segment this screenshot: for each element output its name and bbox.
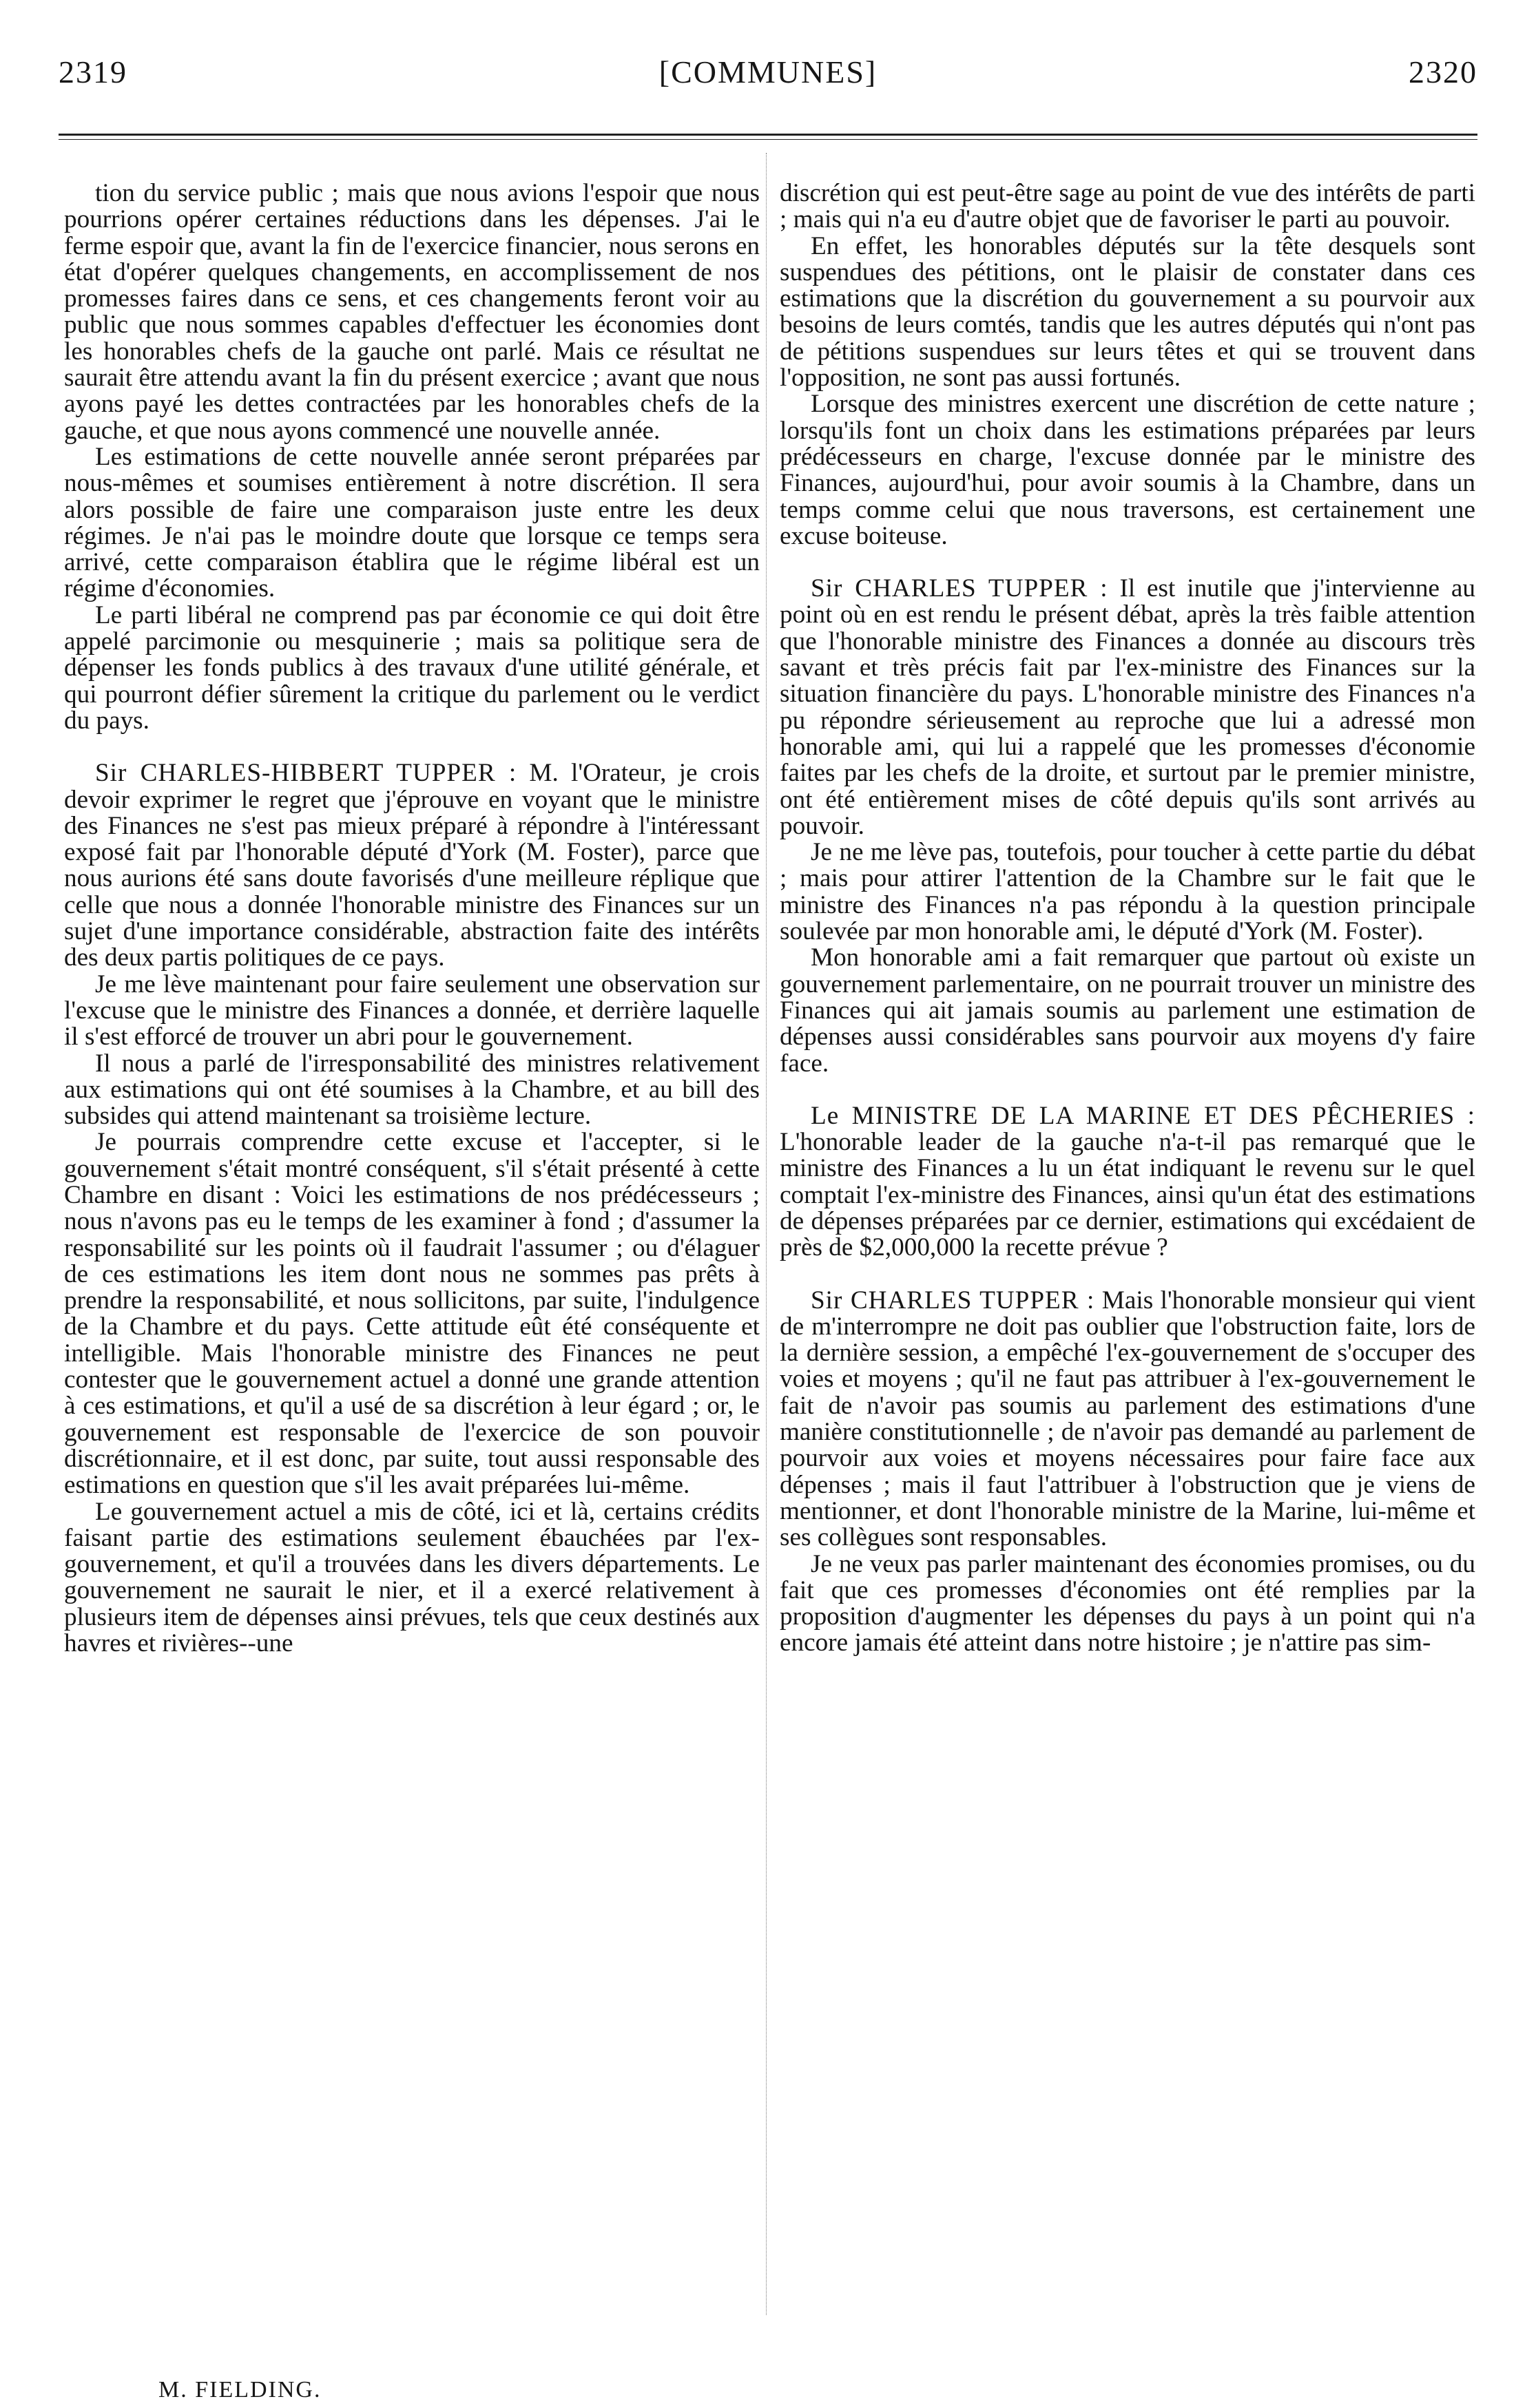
header-rule (59, 134, 1477, 140)
speaker-name: Sir CHARLES TUPPER : (811, 574, 1108, 603)
running-title: [COMMUNES] (658, 54, 878, 90)
speech-paragraph (780, 1103, 1475, 1261)
body-paragraph: Le parti libéral ne comprend pas par économie ce qui doit être appelé parcimonie ou mesquinerie ; mais sa politique sera de dépenser les fonds publics à des travaux d'une utilité générale, et qui pourront défier sûrement la critique du parlement ou le verdict du pays. (64, 600, 760, 735)
body-paragraph: Les estimations de cette nouvelle année seront préparées par nous-mêmes et soumises entièrement à notre discrétion. Il sera alors possible de faire une comparaison juste entre les deux régimes. Je n'ai pas le moindre doute que lorsque ce temps sera arrivé, cette comparaison établira que le régime libéral est un régime d'économies. (64, 442, 760, 603)
speech-text: M. l'Orateur, je crois devoir exprimer le regret que j'éprouve en voyant que le ministre des Finances ne s'est pas mieux préparé à répondre à l'intéressant exposé fait par l'honorable député d'York (M. Foster), parce que nous aurions été sans doute favorisés d'une meilleure réplique que celle que nous a donnée l'honorable ministre des Finances sur un sujet d'une importance considérable, abstraction faite des intérêts des deux partis politiques de ce pays. (64, 759, 760, 972)
body-paragraph: Mon honorable ami a fait remarquer que partout où existe un gouvernement parlementaire, on ne pourrait trouver un ministre des Finances qui ait jamais soumis au parlement une estimation de dépenses aussi considérables sans pourvoir aux moyens d'y faire face. (780, 943, 1475, 1078)
body-paragraph: tion du service public ; mais que nous avions l'espoir que nous pourrions opérer certaines réductions dans les dépenses. J'ai le ferme espoir que, avant la fin de l'exercice financier, nous serons en état d'opérer quelques changements, en accomplissement de nos promesses faires dans ce sens, et ces changements feront voir au public que nous sommes capables d'effectuer les économies dont les honorables chefs de la gauche ont parlé. Mais ce résultat ne saurait être attendu avant la fin du présent exercice ; avant que nous ayons payé les dettes contractées par les honorables chefs de la gauche, et que nous ayons commencé une nouvelle année. (64, 179, 760, 445)
speech-text: Il est inutile que j'intervienne au point où en est rendu le présent débat, après la très faible attention que l'honorable ministre des Finances a donnée au discours très savant et très précis fait par l'ex-ministre des Finances sur la situation financière du pays. L'honorable ministre des Finances n'a pu répondre sérieusement au reproche que lui a adressé mon honorable ami, qui lui a rappelé que les promesses d'économie faites par les chefs de la droite, et surtout par le premier ministre, ont été entièrement mises de côté depuis qu'ils sont arrivés au pouvoir. (780, 574, 1475, 840)
page-number-right: 2320 (1409, 54, 1477, 90)
body-paragraph: discrétion qui est peut-être sage au point de vue des intérêts de parti ; mais qui n'a eu d'autre objet que de favoriser le parti au pouvoir. (780, 179, 1475, 234)
speech-paragraph (64, 760, 760, 971)
page-number-left: 2319 (59, 54, 127, 90)
speech-text: Mais l'honorable monsieur qui vient de m'interrompre ne doit pas oublier que l'obstruction faite, lors de la dernière session, a empêché l'ex-gouvernement de s'occuper des voies et moyens ; qu'il ne faut pas attribuer à l'ex-gouvernement le fait de n'avoir pas soumis au parlement des estimations d'une manière constitutionnelle ; de n'avoir pas demandé au parlement de pourvoir aux voies et moyens nécessaires pour faire face aux dépenses ; mais il faut l'attribuer à l'obstruction que je viens de mentionner, et dont l'honorable ministre de la Marine, lui-même et ses collègues sont responsables. (780, 1286, 1475, 1552)
body-paragraph: Je pourrais comprendre cette excuse et l'accepter, si le gouvernement s'était montré conséquent, s'il s'était présenté à cette Chambre en disant : Voici les estimations de nos prédécesseurs ; nous n'avons pas eu le temps de les examiner à fond ; d'assumer la responsabilité sur les points où il faudrait l'assumer ; ou d'élaguer de ces estimations les item dont nous ne sommes pas prêts à prendre la responsabilité, et nous sollicitons, par suite, l'indulgence de la Chambre et du pays. Cette attitude eût été conséquente et intelligible. Mais l'honorable ministre des Finances ne peut contester que le gouvernement actuel a donné une grande attention à ces estimations, et qu'il a usé de sa discrétion à leur égard ; or, le gouvernement est responsable de l'exercice de son pouvoir discrétionnaire, et il est donc, par suite, tout aussi responsable des estimations en question que s'il les avait préparées lui-même. (64, 1128, 760, 1500)
speech-paragraph (780, 1288, 1475, 1551)
body-paragraph: Il nous a parlé de l'irresponsabilité des ministres relativement aux estimations qui ont été soumises à la Chambre, et au bill des subsides qui attend maintenant sa troisième lecture. (64, 1049, 760, 1131)
speech-text: L'honorable leader de la gauche n'a-t-il pas remarqué que le ministre des Finances a lu un état indiquant le revenu sur le quel comptait l'ex-ministre des Finances, ainsi qu'un état des estimations de dépenses préparées par ce dernier, estimations qui excédaient de près de $2,000,000 la recette prévue ? (780, 1128, 1475, 1262)
page-header (59, 44, 1477, 99)
body-paragraph: Le gouvernement actuel a mis de côté, ici et là, certains crédits faisant partie des estimations seulement ébauchées par l'ex-gouvernement, et qu'il a trouvées dans les divers départements. Le gouvernement ne saurait le nier, et il a exercé relativement à plusieurs item de dépenses ainsi prévues, tels que ceux destinés aux havres et rivières--une (64, 1497, 760, 1658)
speaker-name: Sir CHARLES-HIBBERT TUPPER : (95, 759, 517, 788)
speaker-name: Le MINISTRE DE LA MARINE ET DES PÊCHERIES : (811, 1101, 1475, 1130)
speech-paragraph (780, 576, 1475, 839)
body-paragraph: Lorsque des ministres exercent une discrétion de cette nature ; lorsqu'ils font un choix dans les estimations préparées par leurs prédécesseurs en charge, l'excuse donnée par le ministre des Finances, aujourd'hui, pour avoir soumis à la Chambre, dans un temps comme celui que nous traversons, est certainement une excuse boiteuse. (780, 390, 1475, 550)
body-paragraph: Je ne me lève pas, toutefois, pour toucher à cette partie du débat ; mais pour attirer l'attention de la Chambre sur le fait que le ministre des Finances n'a pas répondu à la question principale soulevée par mon honorable ami, le député d'York (M. Foster). (780, 838, 1475, 946)
body-paragraph: En effet, les honorables députés sur la tête desquels sont suspendues des pétitions, ont le plaisir de constater dans ces estimations que la discrétion du gouvernement a su pourvoir aux besoins de leurs comtés, tandis que les autres députés qui n'ont pas de pétitions suspendues sur leurs têtes et qui se trouvent dans l'opposition, ne sont pas aussi fortunés. (780, 231, 1475, 392)
column-divider (766, 153, 767, 2315)
left-column (64, 180, 760, 1657)
body-paragraph: Je me lève maintenant pour faire seulement une observation sur l'excuse que le ministre des Finances a donnée, et derrière laquelle il s'est efforcé de trouver un abri pour le gouvernement. (64, 970, 760, 1051)
speaker-name: Sir CHARLES TUPPER : (811, 1286, 1095, 1315)
footer-speaker-name: M. FIELDING. (158, 2377, 322, 2402)
body-paragraph: Je ne veux pas parler maintenant des économies promises, ou du fait que ces promesses d'économies ont été remplies par la proposition d'augmenter les dépenses du pays à un point qui n'a encore jamais été atteint dans notre histoire ; je n'attire pas sim- (780, 1549, 1475, 1657)
right-column (780, 180, 1475, 1657)
